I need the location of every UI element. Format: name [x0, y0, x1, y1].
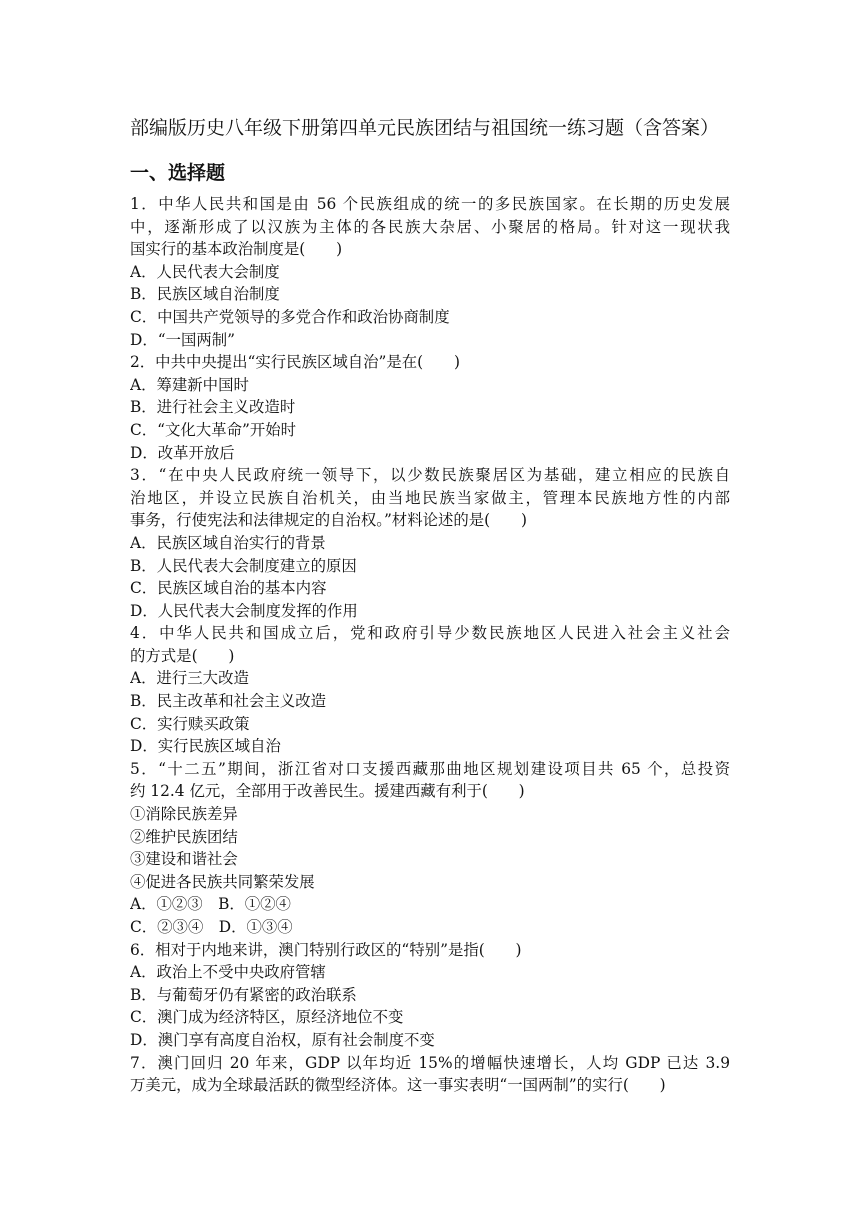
- text-line: 国实行的基本政治制度是( ): [130, 240, 343, 259]
- text-line: D．人民代表大会制度发挥的作用: [130, 601, 358, 620]
- text-line: D．澳门享有高度自治权，原有社会制度不变: [130, 1030, 435, 1049]
- text-line: 中，逐渐形成了以汉族为主体的各民族大杂居、小聚居的格局。针对这一现状我: [130, 217, 730, 236]
- text-line: C．实行赎买政策: [130, 714, 250, 733]
- text-line: ③建设和谐社会: [130, 850, 238, 869]
- text-line: 2．中共中央提出“实行民族区域自治”是在( ): [130, 353, 460, 372]
- text-line: 3．“在中央人民政府统一领导下，以少数民族聚居区为基础，建立相应的民族自: [130, 466, 730, 485]
- text-line: C．澳门成为经济特区，原经济地位不变: [130, 1008, 404, 1027]
- text-line: 7．澳门回归 20 年来，GDP 以年均近 15%的增幅快速增长，人均 GDP 已达 3.9: [130, 1053, 730, 1072]
- text-line: A．政治上不受中央政府管辖: [130, 963, 326, 982]
- text-line: B．民主改革和社会主义改造: [130, 692, 326, 711]
- text-line: 治地区，并设立民族自治机关，由当地民族当家做主，管理本民族地方性的内部: [130, 488, 730, 507]
- text-line: 4．中华人民共和国成立后，党和政府引导少数民族地区人民进入社会主义社会: [130, 624, 730, 643]
- text-line: ④促进各民族共同繁荣发展: [130, 872, 315, 891]
- text-line: A．①②③ B．①②④: [130, 895, 291, 914]
- text-line: 事务，行使宪法和法律规定的自治权。”材料论述的是( ): [130, 511, 527, 530]
- text-line: A．进行三大改造: [130, 669, 249, 688]
- text-line: 约 12.4 亿元，全部用于改善民生。援建西藏有利于( ): [130, 782, 525, 801]
- text-line: 1．中华人民共和国是由 56 个民族组成的统一的多民族国家。在长期的历史发展: [130, 195, 730, 213]
- text-line: A．筹建新中国时: [130, 375, 249, 394]
- text-line: D．实行民族区域自治: [130, 737, 281, 756]
- document-title: 部编版历史八年级下册第四单元民族团结与祖国统一练习题（含答案）: [130, 117, 720, 139]
- text-line: 万美元，成为全球最活跃的微型经济体。这一事实表明“一国两制”的实行( ): [130, 1076, 666, 1095]
- text-line: B．人民代表大会制度建立的原因: [130, 556, 357, 575]
- text-line: B．民族区域自治制度: [130, 285, 280, 304]
- text-line: A．民族区域自治实行的背景: [130, 533, 326, 552]
- section-heading: 一、选择题: [130, 162, 226, 184]
- text-line: A．人民代表大会制度: [130, 262, 280, 281]
- text-line: 的方式是( ): [130, 646, 235, 665]
- text-line: C．“文化大革命”开始时: [130, 420, 297, 439]
- text-line: B．进行社会主义改造时: [130, 398, 296, 417]
- text-line: C．中国共产党领导的多党合作和政治协商制度: [130, 307, 450, 326]
- question-content: [130, 193, 730, 1097]
- text-line: B．与葡萄牙仍有紧密的政治联系: [130, 985, 357, 1004]
- text-line: ①消除民族差异: [130, 805, 238, 824]
- text-line: C．②③④ D．①③④: [130, 918, 293, 936]
- text-line: 5．“十二五”期间，浙江省对口支援西藏那曲地区规划建设项目共 65 个，总投资: [130, 759, 730, 778]
- text-line: 6．相对于内地来讲，澳门特别行政区的“特别”是指( ): [130, 940, 522, 959]
- text-line: C．民族区域自治的基本内容: [130, 579, 327, 598]
- text-line: ②维护民族团结: [130, 827, 238, 846]
- text-line: D．“一国两制”: [130, 330, 236, 349]
- text-line: D．改革开放后: [130, 443, 235, 462]
